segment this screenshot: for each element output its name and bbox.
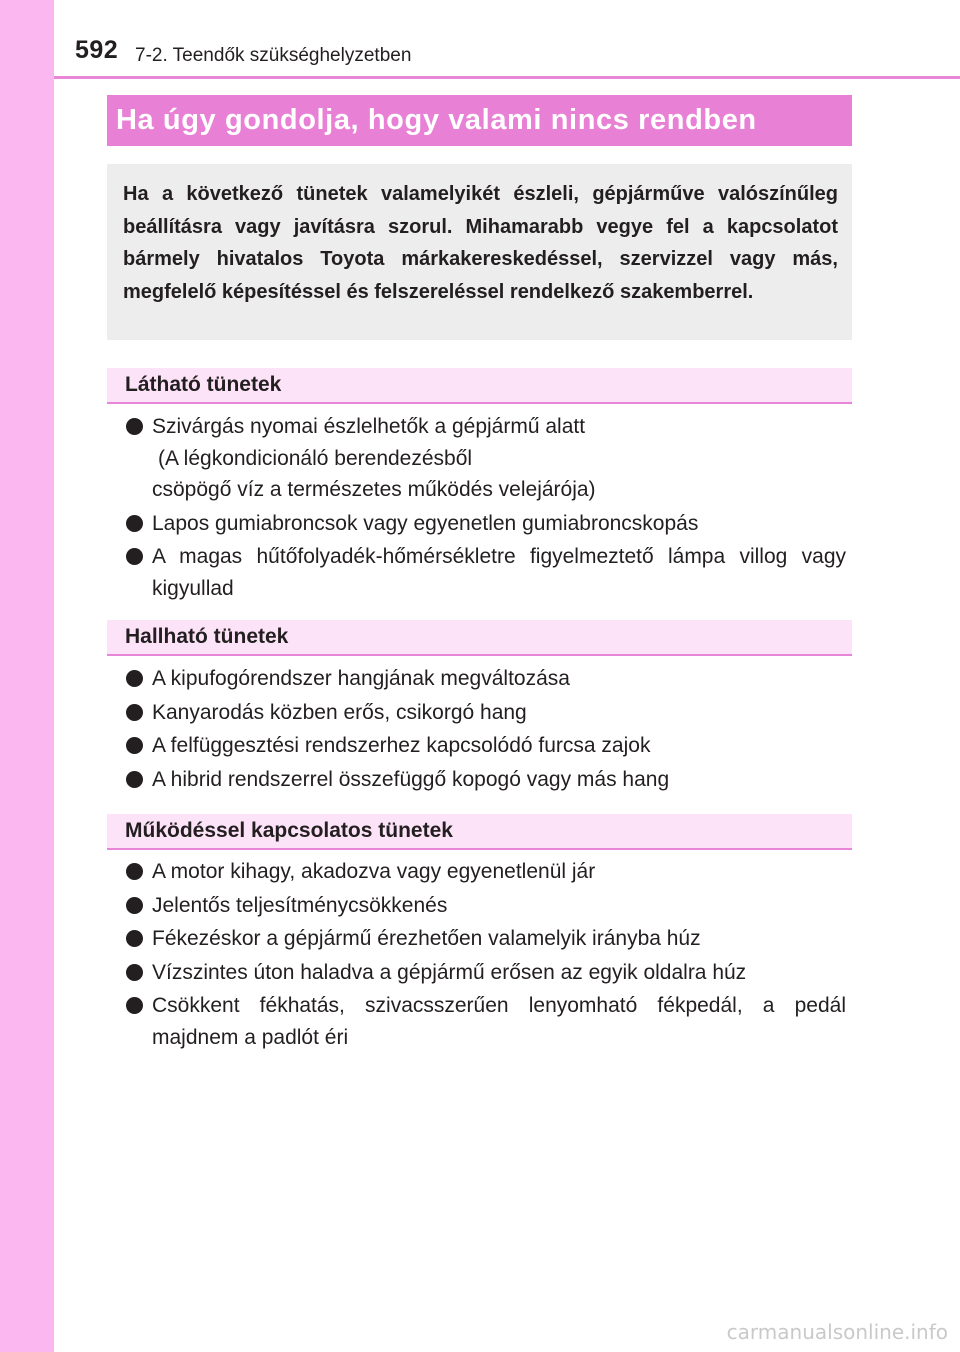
list-item <box>126 990 846 1053</box>
list-item <box>126 923 846 955</box>
section-header-operational <box>107 814 852 850</box>
section-heading-audible: Hallható tünetek <box>125 625 289 648</box>
list-item-text: Jelentős teljesítménycsökkenés <box>152 893 448 917</box>
list-item-text: Csökkent fékhatás, szivacsszerűen lenyomható fékpedál, a pedál majdnem a padlót éri <box>152 994 846 1049</box>
list-item-text: Fékezéskor a gépjármű érezhetően valamelyik irányba húz <box>152 927 701 950</box>
watermark-link[interactable]: carmanualsonline.info <box>726 1320 948 1344</box>
list-item <box>126 508 846 540</box>
section-heading-operational: Működéssel kapcsolatos tünetek <box>125 819 453 842</box>
list-item-text: Vízszintes úton haladva a gépjármű erősen az egyik oldalra húz <box>152 960 747 984</box>
list-item-text: A motor kihagy, akadozva vagy egyenetlenül jár <box>152 860 596 883</box>
list-item <box>126 764 846 796</box>
list-item-text: Kanyarodás közben erős, csikorgó hang <box>152 700 527 724</box>
bullet-icon <box>126 863 143 880</box>
audible-symptoms-list <box>126 663 846 797</box>
section-title-bar <box>107 95 852 146</box>
bullet-icon <box>126 964 143 981</box>
bullet-icon <box>126 418 143 435</box>
bullet-icon <box>126 930 143 947</box>
list-item-note: (A légkondicionáló berendezésből <box>158 446 473 470</box>
list-item <box>126 730 846 762</box>
page-title: Ha úgy gondolja, hogy valami nincs rendben <box>116 104 757 136</box>
bullet-icon <box>126 897 143 914</box>
list-item-note: csöpögő víz a természetes működés velejárója) <box>152 478 596 501</box>
list-item <box>126 890 846 922</box>
section-heading-visible: Látható tünetek <box>125 373 282 396</box>
chapter-title: 7-2. Teendők szükséghelyzetben <box>135 45 412 66</box>
list-item <box>126 411 846 506</box>
list-item <box>126 697 846 729</box>
section-header-visible <box>107 368 852 404</box>
bullet-icon <box>126 771 143 788</box>
list-item <box>126 663 846 695</box>
list-item-text: A felfüggesztési rendszerhez kapcsolódó furcsa zajok <box>152 734 651 757</box>
operational-symptoms-list <box>126 856 846 1055</box>
intro-text: Ha a következő tünetek valamelyikét észleli, gépjárműve valószínűleg beállításra vagy javításra szorul. Mihamarabb vegye fel a kapcsolatot bármely hivatalos Toyota márkakereskedéssel, szervizzel vagy más, megfelelő képesítéssel és felszereléssel rendelkező szakemberrel. <box>123 183 838 303</box>
list-item-text: A kipufogórendszer hangjának megváltozása <box>152 667 570 690</box>
bullet-icon <box>126 548 143 565</box>
bullet-icon <box>126 737 143 754</box>
bullet-icon <box>126 997 143 1014</box>
list-item-text: Szivárgás nyomai észlelhetők a gépjármű alatt <box>152 415 586 438</box>
intro-box <box>107 164 852 340</box>
section-header-audible <box>107 620 852 656</box>
visible-symptoms-list <box>126 411 846 606</box>
bullet-icon <box>126 704 143 721</box>
list-item-text: A hibrid rendszerrel összefüggő kopogó vagy más hang <box>152 767 670 791</box>
list-item <box>126 856 846 888</box>
bullet-icon <box>126 670 143 687</box>
left-color-strip <box>0 0 54 1352</box>
header-rule <box>54 76 960 79</box>
list-item-text: Lapos gumiabroncsok vagy egyenetlen gumiabroncskopás <box>152 511 699 535</box>
list-item <box>126 541 846 604</box>
list-item-text: A magas hűtőfolyadék-hőmérsékletre figyelmeztető lámpa villog vagy kigyullad <box>152 545 846 600</box>
page-number: 592 <box>75 36 119 64</box>
bullet-icon <box>126 515 143 532</box>
list-item <box>126 957 846 989</box>
